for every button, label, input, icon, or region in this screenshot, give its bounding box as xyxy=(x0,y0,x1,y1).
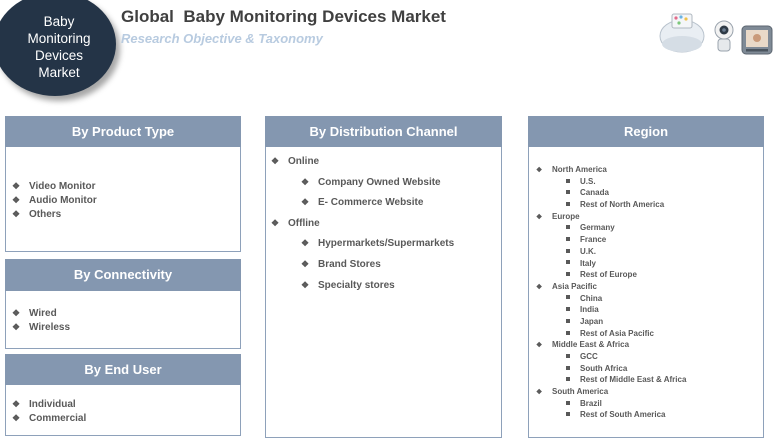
badge-line: Market xyxy=(38,65,80,80)
distribution-heading: By Distribution Channel xyxy=(265,116,502,147)
distribution-list xyxy=(271,151,454,295)
group-item xyxy=(536,339,686,351)
list-item-label: Rest of North America xyxy=(580,200,665,210)
list-item-label: Company Owned Website xyxy=(318,176,441,188)
list-item-label: Specialty stores xyxy=(318,279,395,291)
list-item-label: Rest of Middle East & Africa xyxy=(580,375,687,385)
badge-text xyxy=(11,13,107,81)
diamond-bullet-icon: ❖ xyxy=(12,195,21,205)
list-item xyxy=(536,258,686,270)
diamond-bullet-icon: ❖ xyxy=(301,197,310,208)
square-bullet-icon xyxy=(566,401,570,405)
group-label: Europe xyxy=(552,211,580,221)
group-label: Offline xyxy=(288,217,320,229)
group-item xyxy=(536,211,686,223)
product-type-heading: By Product Type xyxy=(5,116,241,147)
square-bullet-icon xyxy=(566,237,570,241)
diamond-bullet-icon: ❖ xyxy=(12,399,21,409)
group-label: South America xyxy=(552,387,609,397)
list-item-label: Brazil xyxy=(580,398,602,408)
list-item-label: U.S. xyxy=(580,176,596,186)
list-item xyxy=(536,374,686,386)
group-label: North America xyxy=(552,165,607,174)
diamond-bullet-icon: ❖ xyxy=(12,322,21,332)
list-item xyxy=(271,254,454,275)
diamond-bullet-icon: ❖ xyxy=(12,413,21,423)
diamond-bullet-icon: ❖ xyxy=(12,181,21,191)
list-item-label: Brand Stores xyxy=(318,258,381,270)
list-item-label: South Africa xyxy=(580,363,628,373)
list-item xyxy=(12,411,86,425)
list-item-label: India xyxy=(580,305,599,315)
group-label: Middle East & Africa xyxy=(552,340,630,350)
square-bullet-icon xyxy=(566,202,570,206)
diamond-bullet-icon: ❖ xyxy=(301,238,310,249)
square-bullet-icon xyxy=(566,319,570,323)
group-item xyxy=(536,164,686,176)
list-item-label: Video Monitor xyxy=(29,181,96,192)
square-bullet-icon xyxy=(566,179,570,183)
diamond-bullet-icon: ❖ xyxy=(536,389,543,397)
list-item-label: Rest of South America xyxy=(580,410,666,420)
group-item xyxy=(271,213,454,234)
group-item xyxy=(536,386,686,398)
list-item xyxy=(536,246,686,258)
list-item xyxy=(12,193,97,207)
list-item-label: U.K. xyxy=(580,246,596,256)
list-item xyxy=(536,199,686,211)
end-user-list xyxy=(12,397,86,425)
square-bullet-icon xyxy=(566,225,570,229)
list-item xyxy=(271,172,454,193)
list-item-label: China xyxy=(580,293,603,303)
list-item xyxy=(536,234,686,246)
list-item xyxy=(12,306,70,320)
list-item xyxy=(12,179,97,193)
list-item xyxy=(536,293,686,305)
group-label: Asia Pacific xyxy=(552,281,597,291)
list-item xyxy=(536,187,686,199)
square-bullet-icon xyxy=(566,190,570,194)
market-badge xyxy=(0,0,116,96)
list-item xyxy=(12,397,86,411)
square-bullet-icon xyxy=(566,260,570,264)
list-item xyxy=(536,409,686,421)
diamond-bullet-icon: ❖ xyxy=(301,279,310,290)
list-item xyxy=(271,192,454,213)
list-item xyxy=(536,316,686,328)
list-item xyxy=(536,304,686,316)
list-item xyxy=(12,320,70,334)
list-item-label: Hypermarkets/Supermarkets xyxy=(318,238,455,250)
list-item xyxy=(271,275,454,296)
list-item xyxy=(536,351,686,363)
diamond-bullet-icon: ❖ xyxy=(301,258,310,269)
square-bullet-icon xyxy=(566,377,570,381)
diamond-bullet-icon: ❖ xyxy=(536,283,543,291)
list-item xyxy=(271,233,454,254)
connectivity-heading: By Connectivity xyxy=(5,259,241,291)
list-item xyxy=(536,328,686,340)
product-type-list xyxy=(12,179,97,221)
list-item-label: Germany xyxy=(580,223,615,233)
list-item xyxy=(536,222,686,234)
list-item-label: Wired xyxy=(29,308,57,319)
list-item-label: Japan xyxy=(580,316,604,326)
list-item-label: Others xyxy=(29,209,62,220)
list-item-label: Wireless xyxy=(29,322,71,333)
list-item-label: GCC xyxy=(580,352,598,361)
list-item-label: Commercial xyxy=(29,413,87,424)
square-bullet-icon xyxy=(566,295,570,299)
list-item-label: Rest of Europe xyxy=(580,270,637,280)
list-item-label: Italy xyxy=(580,258,597,268)
group-item xyxy=(271,151,454,172)
diamond-bullet-icon: ❖ xyxy=(536,342,543,350)
group-item xyxy=(536,281,686,293)
list-item-label: Canada xyxy=(580,188,609,198)
badge-line: Baby xyxy=(43,14,75,29)
square-bullet-icon xyxy=(566,249,570,253)
square-bullet-icon xyxy=(566,272,570,276)
list-item-label: Rest of Asia Pacific xyxy=(580,328,654,338)
list-item xyxy=(536,269,686,281)
square-bullet-icon xyxy=(566,412,570,416)
square-bullet-icon xyxy=(566,307,570,311)
baby-monitor-devices-image xyxy=(658,4,776,60)
page-title: Global Baby Monitoring Devices Market xyxy=(121,7,446,26)
badge-line: Devices xyxy=(34,48,83,63)
list-item xyxy=(536,398,686,410)
region-list xyxy=(536,164,686,421)
list-item xyxy=(536,363,686,375)
square-bullet-icon xyxy=(566,331,570,335)
end-user-heading: By End User xyxy=(5,354,241,385)
diamond-bullet-icon: ❖ xyxy=(12,308,21,318)
page-subtitle: Research Objective & Taxonomy xyxy=(121,31,323,46)
diamond-bullet-icon: ❖ xyxy=(536,167,543,174)
connectivity-list xyxy=(12,306,70,334)
diamond-bullet-icon: ❖ xyxy=(271,156,280,166)
badge-line: Monitoring xyxy=(27,31,91,46)
list-item xyxy=(12,207,97,221)
list-item-label: Individual xyxy=(29,399,76,410)
diamond-bullet-icon: ❖ xyxy=(301,176,310,187)
list-item-label: Audio Monitor xyxy=(29,195,97,206)
diamond-bullet-icon: ❖ xyxy=(536,213,543,221)
diamond-bullet-icon: ❖ xyxy=(12,209,21,219)
square-bullet-icon xyxy=(566,354,570,358)
diamond-bullet-icon: ❖ xyxy=(271,217,280,228)
square-bullet-icon xyxy=(566,366,570,370)
region-heading: Region xyxy=(528,116,764,147)
list-item-label: France xyxy=(580,235,607,245)
group-label: Online xyxy=(288,156,320,167)
list-item-label: E- Commerce Website xyxy=(318,197,424,209)
list-item xyxy=(536,176,686,188)
